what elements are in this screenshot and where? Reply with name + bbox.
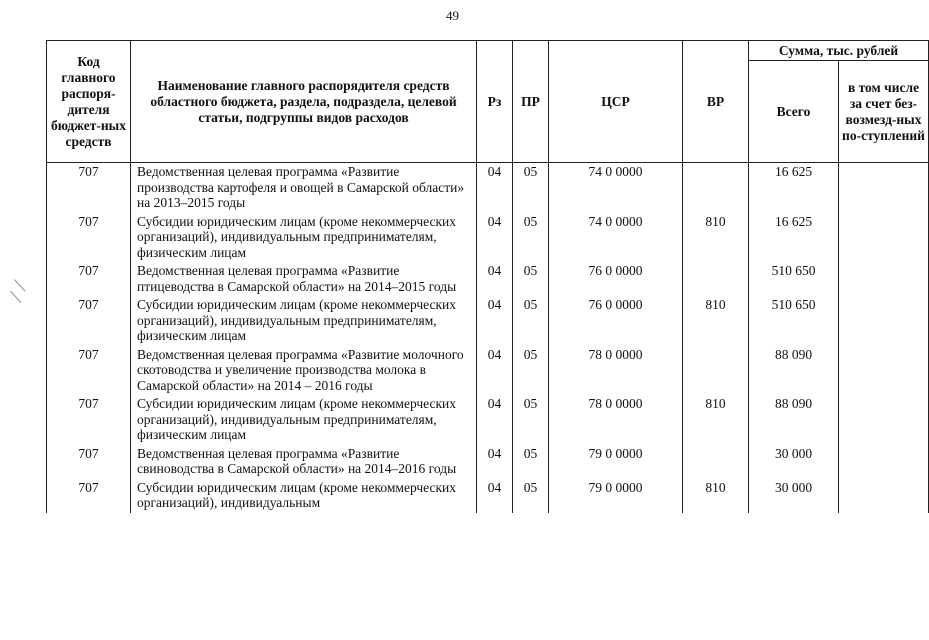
cell-total: 510 650 [749, 262, 839, 296]
cell-vr: 810 [683, 213, 749, 263]
cell-code: 707 [47, 346, 131, 396]
table-row [47, 479, 929, 513]
cell-rz: 04 [477, 262, 513, 296]
cell-incl [839, 213, 929, 263]
cell-vr: 810 [683, 479, 749, 513]
cell-incl [839, 479, 929, 513]
cell-vr [683, 346, 749, 396]
cell-total: 510 650 [749, 296, 839, 346]
cell-pr: 05 [513, 296, 549, 346]
cell-csr: 78 0 0000 [549, 346, 683, 396]
cell-rz: 04 [477, 213, 513, 263]
table-row [47, 395, 929, 445]
cell-code: 707 [47, 262, 131, 296]
cell-name: Ведомственная целевая программа «Развитие молочного скотоводства и увеличение производства молока в Самарской области» на 2014 – 2016 годы [131, 346, 477, 396]
cell-csr: 76 0 0000 [549, 262, 683, 296]
cell-incl [839, 445, 929, 479]
cell-name: Субсидии юридическим лицам (кроме некоммерческих организаций), индивидуальным предпринимателям, физическим лицам [131, 296, 477, 346]
cell-incl [839, 346, 929, 396]
table-row [47, 346, 929, 396]
cell-vr [683, 445, 749, 479]
cell-name: Субсидии юридическим лицам (кроме некоммерческих организаций), индивидуальным [131, 479, 477, 513]
cell-total: 16 625 [749, 213, 839, 263]
cell-csr: 78 0 0000 [549, 395, 683, 445]
cell-code: 707 [47, 296, 131, 346]
cell-pr: 05 [513, 445, 549, 479]
header-pr: ПР [513, 41, 549, 163]
cell-incl [839, 163, 929, 213]
cell-total: 88 090 [749, 395, 839, 445]
cell-name: Ведомственная целевая программа «Развитие птицеводства в Самарской области» на 2014–2015 годы [131, 262, 477, 296]
cell-rz: 04 [477, 445, 513, 479]
cell-pr: 05 [513, 395, 549, 445]
table-body [47, 163, 929, 513]
cell-incl [839, 296, 929, 346]
cell-vr [683, 262, 749, 296]
cell-pr: 05 [513, 346, 549, 396]
cell-total: 30 000 [749, 445, 839, 479]
header-sum: Сумма, тыс. рублей [749, 41, 929, 61]
cell-incl [839, 262, 929, 296]
cell-name: Субсидии юридическим лицам (кроме некоммерческих организаций), индивидуальным предпринимателям, физическим лицам [131, 213, 477, 263]
cell-csr: 74 0 0000 [549, 213, 683, 263]
cell-total: 30 000 [749, 479, 839, 513]
cell-csr: 74 0 0000 [549, 163, 683, 213]
cell-name: Ведомственная целевая программа «Развитие производства картофеля и овощей в Самарской области» на 2013–2015 годы [131, 163, 477, 213]
page-number: 49 [446, 8, 459, 23]
budget-table [46, 40, 929, 513]
cell-incl [839, 395, 929, 445]
cell-total: 16 625 [749, 163, 839, 213]
cell-csr: 76 0 0000 [549, 296, 683, 346]
cell-rz: 04 [477, 395, 513, 445]
cell-pr: 05 [513, 163, 549, 213]
header-name: Наименование главного распорядителя средств областного бюджета, раздела, подраздела, целевой статьи, подгруппы видов расходов [131, 41, 477, 163]
header-code: Код главного распоря-дителя бюджет-ных средств [47, 41, 131, 163]
header-csr: ЦСР [549, 41, 683, 163]
header-total: Всего [749, 61, 839, 163]
cell-rz: 04 [477, 346, 513, 396]
cell-vr: 810 [683, 395, 749, 445]
cell-rz: 04 [477, 479, 513, 513]
table-header [47, 41, 929, 163]
cell-pr: 05 [513, 262, 549, 296]
header-vr: ВР [683, 41, 749, 163]
cell-vr [683, 163, 749, 213]
cell-pr: 05 [513, 479, 549, 513]
header-rz: Рз [477, 41, 513, 163]
cell-name: Ведомственная целевая программа «Развитие свиноводства в Самарской области» на 2014–2016 годы [131, 445, 477, 479]
cell-csr: 79 0 0000 [549, 479, 683, 513]
cell-rz: 04 [477, 296, 513, 346]
cell-code: 707 [47, 163, 131, 213]
header-incl: в том числе за счет без-возмезд-ных по-ступлений [839, 61, 929, 163]
cell-code: 707 [47, 213, 131, 263]
cell-total: 88 090 [749, 346, 839, 396]
margin-mark: ╱ ╱ [8, 278, 29, 303]
cell-code: 707 [47, 445, 131, 479]
table-row [47, 163, 929, 213]
cell-vr: 810 [683, 296, 749, 346]
cell-code: 707 [47, 479, 131, 513]
table-row [47, 213, 929, 263]
cell-rz: 04 [477, 163, 513, 213]
cell-code: 707 [47, 395, 131, 445]
table-row [47, 445, 929, 479]
table-row [47, 296, 929, 346]
cell-pr: 05 [513, 213, 549, 263]
table-row [47, 262, 929, 296]
cell-name: Субсидии юридическим лицам (кроме некоммерческих организаций), индивидуальным предпринимателям, физическим лицам [131, 395, 477, 445]
cell-csr: 79 0 0000 [549, 445, 683, 479]
